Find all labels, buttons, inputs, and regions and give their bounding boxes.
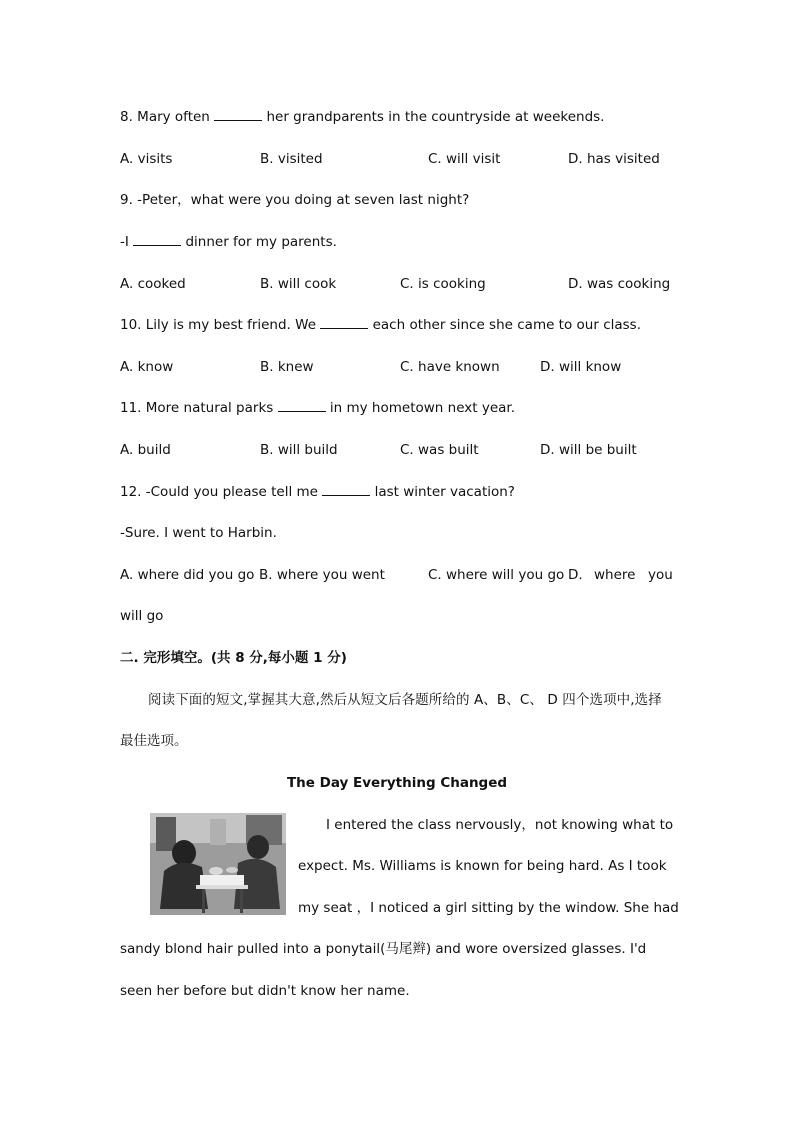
passage-title: The Day Everything Changed bbox=[286, 775, 508, 791]
answer-blank bbox=[214, 109, 262, 121]
passage-line: my seat ，I noticed a girl sitting by the window. She had bbox=[298, 900, 679, 916]
option-d: D. will know bbox=[540, 359, 622, 375]
question-text: 12. -Could you please tell me bbox=[120, 484, 318, 500]
question-text: 11. More natural parks bbox=[120, 400, 274, 416]
question-8-stem bbox=[120, 107, 674, 127]
option-c: C. will visit bbox=[428, 151, 501, 167]
option-d: D. was cooking bbox=[568, 276, 671, 292]
option-c: C. is cooking bbox=[400, 276, 486, 292]
passage-line: seen her before but didn't know her name. bbox=[120, 983, 410, 999]
answer-blank bbox=[133, 234, 181, 246]
option-c: C. have known bbox=[400, 359, 500, 375]
option-b: B. will cook bbox=[260, 276, 337, 292]
question-text: -I bbox=[120, 234, 129, 250]
option-a: A. know bbox=[120, 359, 174, 375]
option-d-text: where bbox=[594, 567, 636, 583]
section-heading: 二. 完形填空。(共 8 分,每小题 1 分) bbox=[120, 650, 347, 666]
passage-line: expect. Ms. Williams is known for being hard. As I took bbox=[298, 858, 667, 874]
passage-line: sandy blond hair pulled into a ponytail(马尾辫) and wore oversized glasses. I'd bbox=[120, 941, 647, 957]
option-a: A. where did you go bbox=[120, 567, 255, 583]
passage-photo bbox=[150, 813, 286, 915]
question-text: her grandparents in the countryside at weekends. bbox=[266, 109, 605, 125]
option-c: C. where will you go bbox=[428, 567, 565, 583]
option-a: A. visits bbox=[120, 151, 173, 167]
answer-blank bbox=[322, 484, 370, 496]
option-d: D. has visited bbox=[568, 151, 660, 167]
option-d: D. will be built bbox=[540, 442, 637, 458]
question-text: dinner for my parents. bbox=[185, 234, 337, 250]
option-a: A. cooked bbox=[120, 276, 186, 292]
question-text: last winter vacation? bbox=[374, 484, 515, 500]
section-instruction: 阅读下面的短文,掌握其大意,然后从短文后各题所给的 A、B、C、 D 四个选项中,选择 bbox=[148, 692, 662, 708]
question-12-reply: -Sure. I went to Harbin. bbox=[120, 525, 277, 541]
question-text: 10. Lily is my best friend. We bbox=[120, 317, 316, 333]
photo-image bbox=[150, 813, 286, 915]
answer-blank bbox=[320, 317, 368, 329]
option-d-label: D. bbox=[568, 567, 583, 583]
option-b: B. will build bbox=[260, 442, 338, 458]
passage-line: I entered the class nervously，not knowing what to bbox=[326, 817, 674, 833]
option-d-text: you bbox=[648, 567, 673, 583]
question-9-stem: 9. -Peter，what were you doing at seven last night? bbox=[120, 192, 470, 208]
question-text: in my hometown next year. bbox=[329, 400, 516, 416]
option-b: B. where you went bbox=[259, 567, 385, 583]
option-d-wrap: will go bbox=[120, 608, 164, 624]
question-12-stem bbox=[120, 482, 674, 502]
answer-blank bbox=[278, 400, 326, 412]
question-11-stem bbox=[120, 398, 674, 418]
question-9-reply bbox=[120, 232, 674, 252]
section-instruction-cont: 最佳选项。 bbox=[120, 733, 188, 749]
option-a: A. build bbox=[120, 442, 171, 458]
option-b: B. visited bbox=[260, 151, 323, 167]
option-b: B. knew bbox=[260, 359, 314, 375]
question-text: 8. Mary often bbox=[120, 109, 210, 125]
question-10-stem bbox=[120, 315, 674, 335]
option-c: C. was built bbox=[400, 442, 479, 458]
question-text: each other since she came to our class. bbox=[372, 317, 641, 333]
